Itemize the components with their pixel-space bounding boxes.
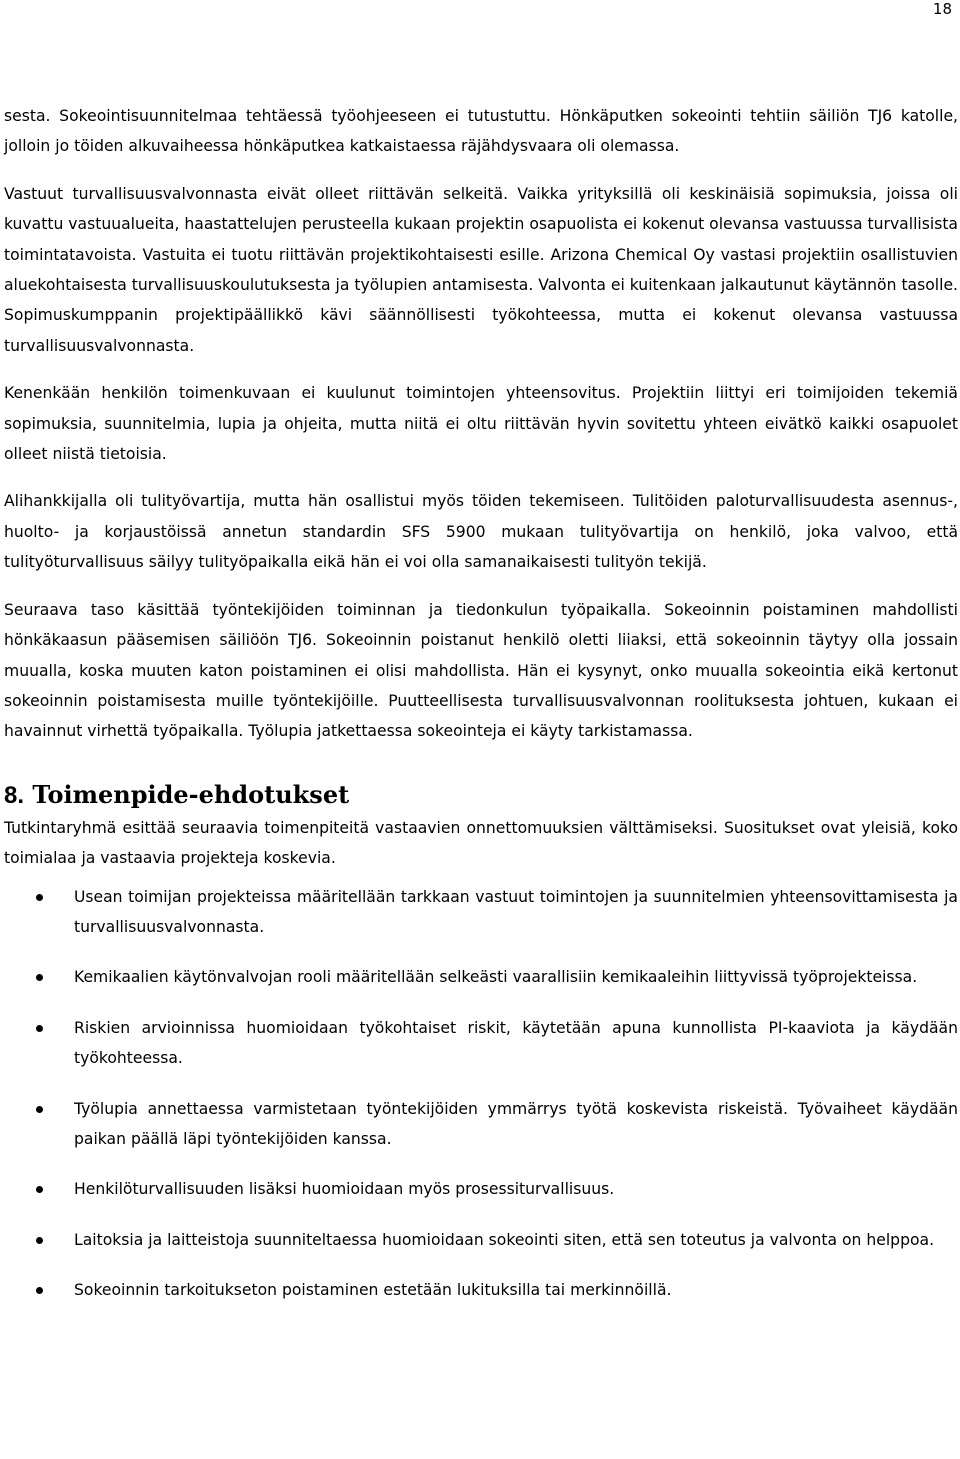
list-item-text: Sokeoinnin tarkoitukseton poistaminen estetään lukituksilla tai merkinnöillä. [74,1281,672,1300]
list-item [4,962,958,992]
bullet-icon [36,1025,43,1032]
list-item [4,1275,958,1305]
paragraph: Seuraava taso käsittää työntekijöiden toiminnan ja tiedonkulun työpaikalla. Sokeoinnin poistaminen mahdollisti hönkäkaasun pääsemisen säiliöön TJ6. Sokeoinnin poistanut henkilö oletti liiaksi, että sokeoinnin täytyy olla jossain muualla, koska muuten katon poistaminen ei olisi mahdollista. Hän ei kysynyt, onko muualla sokeointia eikä kertonut sokeoinnin poistamisesta muille työntekijöille. Puutteellisesta turvallisuusvalvonnan roolituksesta johtuen, kukaan ei havainnut virhettä työpaikalla. Työlupia jatkettaessa sokeointeja ei käyty tarkistamassa. [4,600,958,741]
list-item-text: Kemikaalien käytönvalvojan rooli määritellään selkeästi vaarallisiin kemikaaleihin liittyvissä työprojekteissa. [74,968,918,987]
page-number: 18 [932,0,952,18]
list-item-text: Riskien arvioinnissa huomioidaan työkohtaiset riskit, käytetään apuna kunnollista PI-kaaviota ja käydään työkohteessa. [74,1018,958,1068]
bullet-icon [36,1237,43,1244]
list-item [4,1174,958,1204]
list-item-text: Henkilöturvallisuuden lisäksi huomioidaan myös prosessiturvallisuus. [74,1180,615,1199]
section-intro: Tutkintaryhmä esittää seuraavia toimenpiteitä vastaavien onnettomuuksien välttämiseksi. Suositukset ovat yleisiä, koko toimialaa ja vastaavia projekteja koskevia. [4,818,958,868]
list-item [4,882,958,943]
recommendation-list [4,882,958,1306]
list-item-text: Työlupia annettaessa varmistetaan työntekijöiden ymmärrys työtä koskevista riskeistä. Työvaiheet käydään paikan päällä läpi työntekijöiden kanssa. [74,1099,958,1148]
section-title: Toimenpide-ehdotukset [32,779,350,809]
list-item [4,1225,958,1255]
document-body [4,101,958,1326]
section-heading [4,780,958,811]
bullet-icon [36,894,43,901]
list-item-text: Laitoksia ja laitteistoja suunniteltaessa huomioidaan sokeointi siten, että sen toteutus ja valvonta on helppoa. [74,1230,935,1249]
list-item [4,1094,958,1155]
bullet-icon [36,1287,43,1294]
bullet-icon [36,1106,43,1113]
paragraph: Alihankkijalla oli tulityövartija, mutta hän osallistui myös töiden tekemiseen. Tulitöiden paloturvallisuudesta asennus-, huolto- ja korjaustöissä annetun standardin SFS 5900 mukaan tulityövartija on henkilö, joka valvoo, että tulityöturvallisuus säilyy tulityöpaikalla eikä hän ei voi olla samanaikaisesti tulityön tekijä. [4,492,958,572]
bullet-icon [36,1186,43,1193]
paragraph: sesta. Sokeointisuunnitelmaa tehtäessä työohjeeseen ei tutustuttu. Hönkäputken sokeointi tehtiin säiliön TJ6 katolle, jolloin jo töiden alkuvaiheessa hönkäputkea katkaistaessa räjähdysvaara oli olemassa. [4,107,958,156]
list-item [4,1013,958,1074]
section-number: 8. [4,781,25,809]
paragraph: Vastuut turvallisuusvalvonnasta eivät olleet riittävän selkeitä. Vaikka yrityksillä oli keskinäisiä sopimuksia, joissa oli kuvattu vastuualueita, haastattelujen perusteella kukaan projektin osapuolista ei kokenut olevansa vastuussa turvallisista toimintatavoista. Vastuita ei tuotu riittävän projektikohtaisesti esille. Arizona Chemical Oy vastasi projektiin osallistuvien aluekohtaisesta turvallisuuskoulutuksesta ja työlupien antamisesta. Valvonta ei kuitenkaan jalkautunut käytännön tasolle. Sopimuskumppanin projektipäällikkö kävi säännöllisesti työkohteessa, mutta ei kokenut olevansa vastuussa turvallisuusvalvonnasta. [4,184,958,355]
paragraph: Kenenkään henkilön toimenkuvaan ei kuulunut toimintojen yhteensovitus. Projektiin liittyi eri toimijoiden tekemiä sopimuksia, suunnitelmia, lupia ja ohjeita, mutta niitä ei oltu riittävän hyvin sovitettu yhteen eivätkö kaikki osapuolet olleet niistä tietoisia. [4,384,958,464]
list-item-text: Usean toimijan projekteissa määritellään tarkkaan vastuut toimintojen ja suunnitelmien yhteensovittamisesta ja turvallisuusvalvonnasta. [74,887,958,936]
bullet-icon [36,974,43,981]
